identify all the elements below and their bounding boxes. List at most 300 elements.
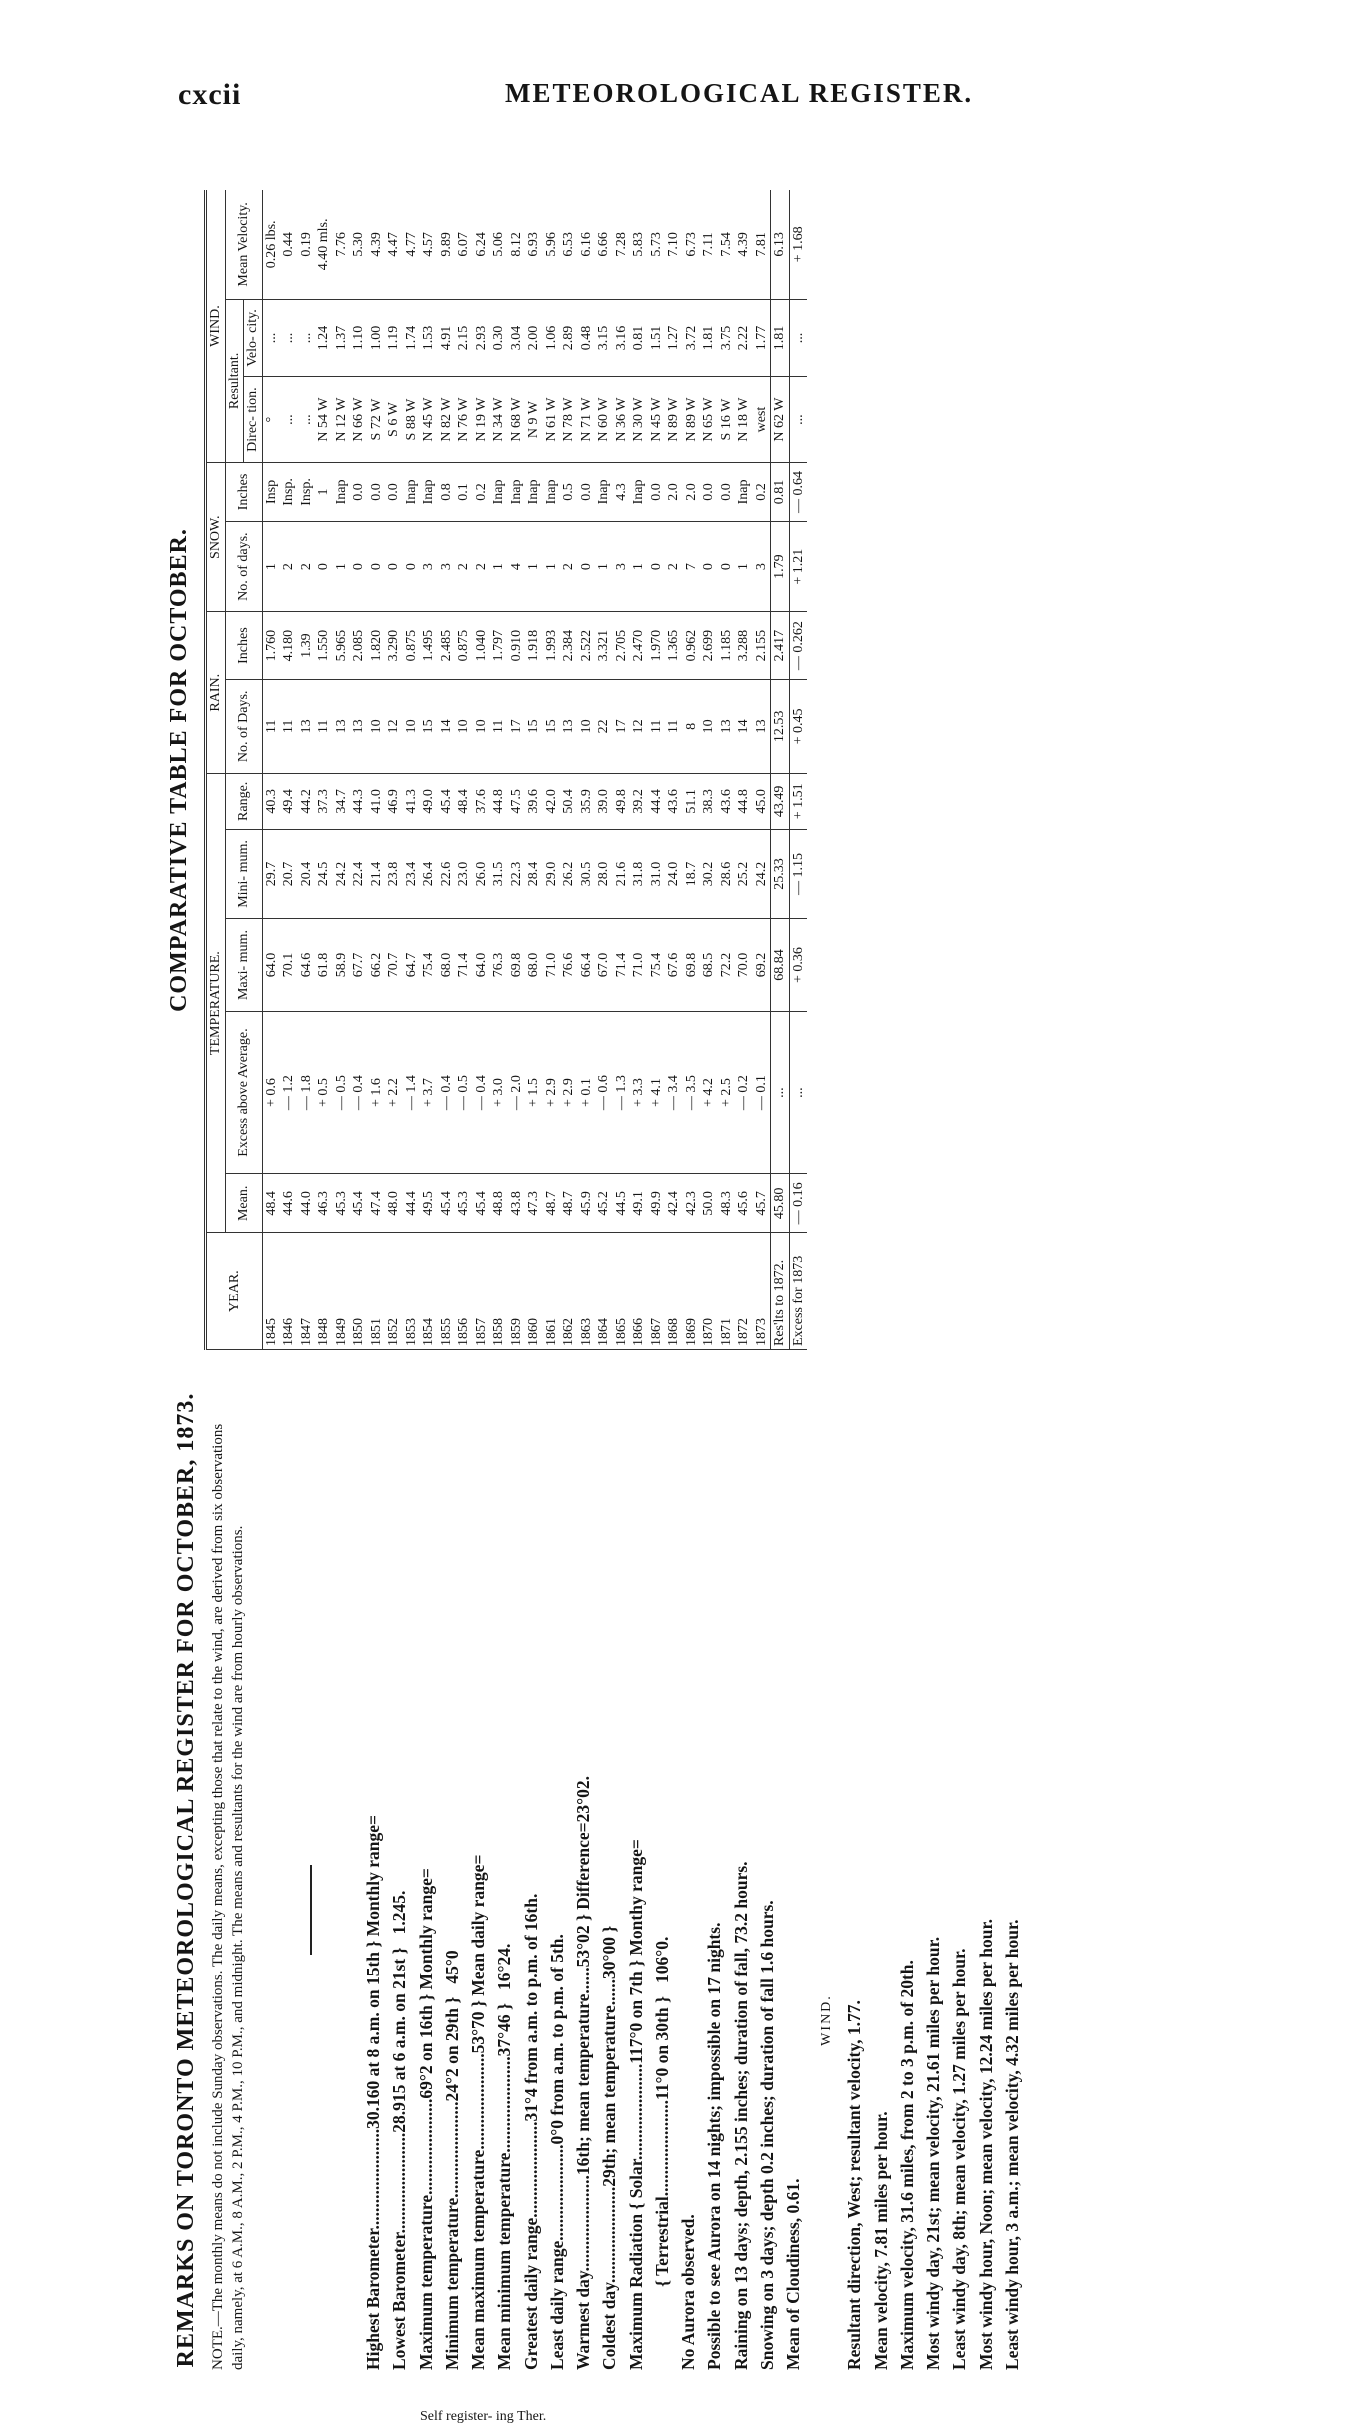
column-header: No. of Days. [225, 679, 262, 773]
remarks-note: NOTE.—The monthly means do not include Sunday observations. The daily means, excepting those that relate to the wind, are derived from six observations daily, namely, at 6 A.M., 8 A.M., 2 P.M., 4 P.M., 10 P.M., and midnight. The means and resultants for the wind are from hourly observations. [210, 1423, 247, 2370]
table-cell: 1 [490, 521, 508, 612]
table-cell: 31.8 [630, 829, 648, 919]
table-cell: + 1.5 [525, 1011, 543, 1174]
remarks-section [160, 1390, 1320, 2424]
table-cell: 6.93 [525, 190, 543, 299]
table-cell: — 3.4 [665, 1011, 683, 1174]
remark-line: Minimum temperature......................24°2 on 29th } 45°0 [441, 1950, 462, 2370]
table-cell: 2.00 [525, 299, 543, 376]
table-cell: 30.2 [700, 829, 718, 919]
table-cell: + 0.36 [789, 919, 807, 1011]
table-cell: 1 [595, 521, 613, 612]
table-row [753, 190, 771, 1350]
table-cell: Res'lts to 1872. [771, 1233, 790, 1350]
table-cell: 24.2 [753, 829, 771, 919]
table-cell: 0.26 lbs. [262, 190, 280, 299]
table-cell: 1855 [438, 1233, 456, 1350]
table-row [665, 190, 683, 1350]
table-cell: 21.6 [613, 829, 631, 919]
column-header: Range. [225, 774, 262, 830]
table-row [595, 190, 613, 1350]
table-cell: N 65 W [700, 377, 718, 463]
table-row [438, 190, 456, 1350]
table-cell: 2 [473, 521, 491, 612]
table-cell: 1.797 [490, 612, 508, 679]
table-cell: 44.2 [298, 774, 316, 830]
column-header: Inches [225, 612, 262, 679]
table-cell: 4.39 [368, 190, 386, 299]
table-cell: — 1.15 [789, 829, 807, 919]
table-cell: N 34 W [490, 377, 508, 463]
remark-line: Mean minimum temperature......................37°46 } 16°24. [494, 1943, 515, 2370]
table-cell: 10 [700, 679, 718, 773]
table-cell: + 3.3 [630, 1011, 648, 1174]
table-cell: 5.965 [333, 612, 351, 679]
table-cell: 42.4 [665, 1174, 683, 1233]
table-cell: 48.0 [385, 1174, 403, 1233]
table-cell: 47.3 [525, 1174, 543, 1233]
table-cell: 2.89 [560, 299, 578, 376]
table-cell: + 3.7 [420, 1011, 438, 1174]
table-cell: 31.0 [648, 829, 666, 919]
table-cell: 7.10 [665, 190, 683, 299]
table-cell: 2.705 [613, 612, 631, 679]
table-row [560, 190, 578, 1350]
table-cell: 67.7 [350, 919, 368, 1011]
table-cell: 1865 [613, 1233, 631, 1350]
table-cell: 1 [315, 463, 333, 522]
column-header: Mini- mum. [225, 829, 262, 919]
table-cell: 1.24 [315, 299, 333, 376]
table-cell: 2.93 [473, 299, 491, 376]
table-cell: 1.19 [385, 299, 403, 376]
table-cell: 45.7 [753, 1174, 771, 1233]
column-header: Mean Velocity. [225, 190, 262, 299]
table-cell: 39.0 [595, 774, 613, 830]
table-cell: N 89 W [665, 377, 683, 463]
table-cell: 11 [490, 679, 508, 773]
table-cell: 1.495 [420, 612, 438, 679]
remark-line: Greatest daily range......................31°4 from a.m. to p.m. of 16th. [520, 1893, 541, 2370]
table-cell: 2.470 [630, 612, 648, 679]
table-cell: 44.5 [613, 1174, 631, 1233]
table-cell: 75.4 [648, 919, 666, 1011]
table-cell: 3.15 [595, 299, 613, 376]
table-cell: west [753, 377, 771, 463]
table-cell: 42.0 [543, 774, 561, 830]
table-cell: 76.6 [560, 919, 578, 1011]
table-cell: 2.485 [438, 612, 456, 679]
remarks-list [360, 1390, 1025, 2424]
table-cell: 1 [333, 521, 351, 612]
table-row [718, 190, 736, 1350]
table-row [262, 190, 280, 1350]
table-cell: 12 [385, 679, 403, 773]
remark-line: Coldest day......................29th; mean temperature......30°00 } [599, 1925, 620, 2370]
remark-line: Highest Barometer.......................30.160 at 8 a.m. on 15th } Monthly range= [363, 1815, 383, 2370]
table-cell: 1848 [315, 1233, 333, 1350]
table-row [280, 190, 298, 1350]
table-cell: 0 [718, 521, 736, 612]
table-cell: 45.9 [578, 1174, 596, 1233]
table-cell: 72.2 [718, 919, 736, 1011]
table-cell: 1 [543, 521, 561, 612]
table-cell: Inap [508, 463, 526, 522]
column-header: Mean. [225, 1174, 262, 1233]
table-cell: 1.365 [665, 612, 683, 679]
wind-line: Most windy day, 21st; mean velocity, 21.61 miles per hour. [923, 1936, 943, 2370]
table-cell: 1.37 [333, 299, 351, 376]
table-cell: 9.89 [438, 190, 456, 299]
table-cell: N 60 W [595, 377, 613, 463]
column-header: Resultant. [225, 299, 244, 462]
table-cell: 2.155 [753, 612, 771, 679]
table-cell: 10 [578, 679, 596, 773]
table-cell: 4.91 [438, 299, 456, 376]
table-cell: 41.3 [403, 774, 421, 830]
table-cell: 49.1 [630, 1174, 648, 1233]
table-cell: 45.4 [438, 1174, 456, 1233]
table-cell: 1.27 [665, 299, 683, 376]
table-row [771, 190, 790, 1350]
table-cell: — 1.2 [280, 1011, 298, 1174]
table-cell: 1.51 [648, 299, 666, 376]
table-cell: 1867 [648, 1233, 666, 1350]
table-cell: 1854 [420, 1233, 438, 1350]
table-cell: — 0.6 [595, 1011, 613, 1174]
table-cell: ... [280, 299, 298, 376]
table-cell: 1.81 [700, 299, 718, 376]
table-cell: 6.13 [771, 190, 790, 299]
table-cell: Insp [262, 463, 280, 522]
table-cell: 2 [665, 521, 683, 612]
table-cell: N 18 W [735, 377, 753, 463]
table-cell: 1.993 [543, 612, 561, 679]
table-cell: 46.3 [315, 1174, 333, 1233]
table-cell: ° [262, 377, 280, 463]
table-cell: + 4.2 [700, 1011, 718, 1174]
table-row [700, 190, 718, 1350]
table-cell: + 0.5 [315, 1011, 333, 1174]
table-cell: 48.8 [490, 1174, 508, 1233]
table-cell: ... [771, 1011, 790, 1174]
wind-lines [841, 1390, 1025, 2370]
remark-line: Mean maximum temperature......................53°70 } Mean daily range= [468, 1854, 488, 2370]
table-cell: 0.910 [508, 612, 526, 679]
table-cell: 14 [735, 679, 753, 773]
table-cell: 22 [595, 679, 613, 773]
running-title: METEOROLOGICAL REGISTER. [505, 78, 974, 108]
group-header: RAIN. [206, 612, 226, 774]
table-cell: 47.5 [508, 774, 526, 830]
table-cell: 0.0 [385, 463, 403, 522]
table-cell: 0.1 [455, 463, 473, 522]
table-cell: + 0.6 [262, 1011, 280, 1174]
table-cell: 20.4 [298, 829, 316, 919]
table-cell: 71.0 [630, 919, 648, 1011]
table-cell: ... [298, 377, 316, 463]
table-cell: 0.19 [298, 190, 316, 299]
table-cell: N 45 W [648, 377, 666, 463]
table-cell: 44.3 [350, 774, 368, 830]
column-header: YEAR. [206, 1233, 263, 1350]
table-cell: 3.72 [683, 299, 701, 376]
table-cell: 34.7 [333, 774, 351, 830]
table-cell: 5.73 [648, 190, 666, 299]
table-cell: 1849 [333, 1233, 351, 1350]
table-cell: 2.15 [455, 299, 473, 376]
table-cell: 0.0 [648, 463, 666, 522]
table-cell: 24.0 [665, 829, 683, 919]
rotated-page-body [160, 170, 1320, 2424]
table-cell: 0.0 [718, 463, 736, 522]
table-cell: + 2.5 [718, 1011, 736, 1174]
table-cell: 1846 [280, 1233, 298, 1350]
table-cell: 4.47 [385, 190, 403, 299]
table-cell: 8 [683, 679, 701, 773]
table-cell: 1856 [455, 1233, 473, 1350]
group-header: WIND. [206, 190, 226, 463]
table-cell: 2.522 [578, 612, 596, 679]
table-cell: N 62 W [771, 377, 790, 463]
page-number: cxcii [178, 78, 242, 111]
table-cell: 45.2 [595, 1174, 613, 1233]
table-cell: — 0.4 [350, 1011, 368, 1174]
remark-line: Raining on 13 days; depth, 2.155 inches; duration of fall, 73.2 hours. [730, 1861, 751, 2370]
table-cell: — 0.5 [455, 1011, 473, 1174]
remark-line: Warmest day......................16th; mean temperature......53°02 } Difference=23°02. [573, 1775, 593, 2370]
table-cell: Inap [490, 463, 508, 522]
table-cell: 1857 [473, 1233, 491, 1350]
table-cell: 46.9 [385, 774, 403, 830]
table-cell: 1868 [665, 1233, 683, 1350]
table-row [525, 190, 543, 1350]
table-row [735, 190, 753, 1350]
table-cell: 1852 [385, 1233, 403, 1350]
table-cell: 44.4 [648, 774, 666, 830]
table-cell: 1 [735, 521, 753, 612]
table-cell: 7.11 [700, 190, 718, 299]
wind-line: Resultant direction, West; resultant velocity, 1.77. [844, 2000, 865, 2370]
table-cell: 1.77 [753, 299, 771, 376]
table-row [630, 190, 648, 1350]
table-cell: 35.9 [578, 774, 596, 830]
table-cell: N 66 W [350, 377, 368, 463]
table-cell: 25.33 [771, 829, 790, 919]
table-cell: 23.8 [385, 829, 403, 919]
table-cell: N 30 W [630, 377, 648, 463]
table-cell: 1869 [683, 1233, 701, 1350]
table-cell: Inap [420, 463, 438, 522]
table-cell: 4 [508, 521, 526, 612]
table-cell: 22.6 [438, 829, 456, 919]
table-cell: — 0.4 [438, 1011, 456, 1174]
table-cell: N 78 W [560, 377, 578, 463]
table-cell: 2 [560, 521, 578, 612]
table-cell: 39.2 [630, 774, 648, 830]
table-cell: 22.4 [350, 829, 368, 919]
table-cell: 2 [455, 521, 473, 612]
table-cell: 68.0 [525, 919, 543, 1011]
table-row [613, 190, 631, 1350]
table-cell: 15 [420, 679, 438, 773]
table-cell: 7.81 [753, 190, 771, 299]
table-cell: 68.5 [700, 919, 718, 1011]
table-cell: 1845 [262, 1233, 280, 1350]
table-cell: Insp. [298, 463, 316, 522]
table-cell: 3.288 [735, 612, 753, 679]
table-cell: 13 [350, 679, 368, 773]
wind-line: Least windy hour, 3 a.m.; mean velocity, 4.32 miles per hour. [1001, 1919, 1022, 2370]
table-cell: S 6 W [385, 377, 403, 463]
table-cell: 28.0 [595, 829, 613, 919]
table-cell: N 76 W [455, 377, 473, 463]
table-cell: — 0.16 [789, 1174, 807, 1233]
table-cell: 1.00 [368, 299, 386, 376]
table-cell: 2.699 [700, 612, 718, 679]
table-cell: 6.73 [683, 190, 701, 299]
table-cell: 64.7 [403, 919, 421, 1011]
table-cell: Inap [735, 463, 753, 522]
table-cell: 66.4 [578, 919, 596, 1011]
table-cell: + 0.45 [789, 679, 807, 773]
table-cell: 1.06 [543, 299, 561, 376]
table-cell: 7.54 [718, 190, 736, 299]
table-cell: 0.5 [560, 463, 578, 522]
table-cell: 1871 [718, 1233, 736, 1350]
table-cell: 1858 [490, 1233, 508, 1350]
table-cell: ... [789, 1011, 807, 1174]
remark-line: Snowing on 3 days; depth 0.2 inches; duration of fall 1.6 hours. [756, 1900, 777, 2370]
table-cell: 2.0 [665, 463, 683, 522]
column-header: Maxi- mum. [225, 919, 262, 1011]
table-cell: 44.8 [490, 774, 508, 830]
table-cell: 76.3 [490, 919, 508, 1011]
table-cell: — 1.4 [403, 1011, 421, 1174]
table-cell: 1861 [543, 1233, 561, 1350]
wind-line: Most windy hour, Noon; mean velocity, 12.24 miles per hour. [975, 1919, 996, 2370]
table-cell: 0 [385, 521, 403, 612]
table-cell: 1870 [700, 1233, 718, 1350]
table-cell: 5.96 [543, 190, 561, 299]
table-cell: N 45 W [420, 377, 438, 463]
table-cell: 10 [403, 679, 421, 773]
table-cell: 1851 [368, 1233, 386, 1350]
table-cell: 13 [333, 679, 351, 773]
table-cell: 3.16 [613, 299, 631, 376]
table-row [455, 190, 473, 1350]
table-cell: 48.3 [718, 1174, 736, 1233]
remark-line: Mean of Cloudiness, 0.61. [783, 2178, 803, 2370]
table-cell: 1.185 [718, 612, 736, 679]
table-cell: 69.2 [753, 919, 771, 1011]
table-cell: 44.6 [280, 1174, 298, 1233]
table-cell: 12 [630, 679, 648, 773]
table-cell: 49.5 [420, 1174, 438, 1233]
table-row [298, 190, 316, 1350]
table-cell: 0.30 [490, 299, 508, 376]
table-cell: 23.4 [403, 829, 421, 919]
table-row [385, 190, 403, 1350]
table-cell: Inap [595, 463, 613, 522]
table-cell: 20.7 [280, 829, 298, 919]
column-header: Inches [225, 463, 262, 522]
table-cell: + 1.51 [789, 774, 807, 830]
table-cell: 6.07 [455, 190, 473, 299]
table-cell: Inap [403, 463, 421, 522]
table-cell: ... [262, 299, 280, 376]
table-cell: 39.6 [525, 774, 543, 830]
table-cell: 71.4 [613, 919, 631, 1011]
table-cell: 26.0 [473, 829, 491, 919]
table-cell: — 1.3 [613, 1011, 631, 1174]
table-cell: 11 [262, 679, 280, 773]
table-cell: 0 [648, 521, 666, 612]
table-cell: S 72 W [368, 377, 386, 463]
table-cell: 0 [403, 521, 421, 612]
wind-line: Least windy day, 8th; mean velocity, 1.27 miles per hour. [949, 1948, 970, 2370]
table-cell: 51.1 [683, 774, 701, 830]
table-cell: 4.40 mls. [315, 190, 333, 299]
table-cell: N 89 W [683, 377, 701, 463]
table-cell: 24.5 [315, 829, 333, 919]
table-cell: 1873 [753, 1233, 771, 1350]
table-cell: 1863 [578, 1233, 596, 1350]
table-cell: 50.4 [560, 774, 578, 830]
table-cell: + 1.21 [789, 521, 807, 612]
table-cell: N 36 W [613, 377, 631, 463]
column-header: No. of days. [225, 521, 262, 612]
table-cell: 8.12 [508, 190, 526, 299]
table-cell: 2.085 [350, 612, 368, 679]
table-cell: 28.4 [525, 829, 543, 919]
table-cell: 4.57 [420, 190, 438, 299]
table-cell: + 4.1 [648, 1011, 666, 1174]
table-row [403, 190, 421, 1350]
table-cell: 3 [753, 521, 771, 612]
table-cell: 13 [560, 679, 578, 773]
table-cell: 0.48 [578, 299, 596, 376]
table-cell: 26.2 [560, 829, 578, 919]
table-cell: 45.80 [771, 1174, 790, 1233]
table-cell: N 82 W [438, 377, 456, 463]
table-cell: 2.384 [560, 612, 578, 679]
table-cell: 58.9 [333, 919, 351, 1011]
table-cell: 75.4 [420, 919, 438, 1011]
table-cell: 50.0 [700, 1174, 718, 1233]
table-cell: 15 [525, 679, 543, 773]
table-cell: 10 [473, 679, 491, 773]
table-cell: 61.8 [315, 919, 333, 1011]
table-cell: 1866 [630, 1233, 648, 1350]
table-cell: 49.9 [648, 1174, 666, 1233]
table-cell: 0.81 [630, 299, 648, 376]
table-cell: 49.0 [420, 774, 438, 830]
table-cell: + 1.68 [789, 190, 807, 299]
table-cell: + 2.9 [560, 1011, 578, 1174]
table-cell: 64.6 [298, 919, 316, 1011]
table-cell: 47.4 [368, 1174, 386, 1233]
table-cell: 1.970 [648, 612, 666, 679]
table-cell: 48.7 [543, 1174, 561, 1233]
table-cell: 45.4 [473, 1174, 491, 1233]
table-cell: — 0.4 [473, 1011, 491, 1174]
table-cell: N 61 W [543, 377, 561, 463]
self-register-label: Self register- ing Ther. [420, 2409, 547, 2424]
table-cell: 22.3 [508, 829, 526, 919]
table-cell: 11 [280, 679, 298, 773]
table-cell: N 19 W [473, 377, 491, 463]
